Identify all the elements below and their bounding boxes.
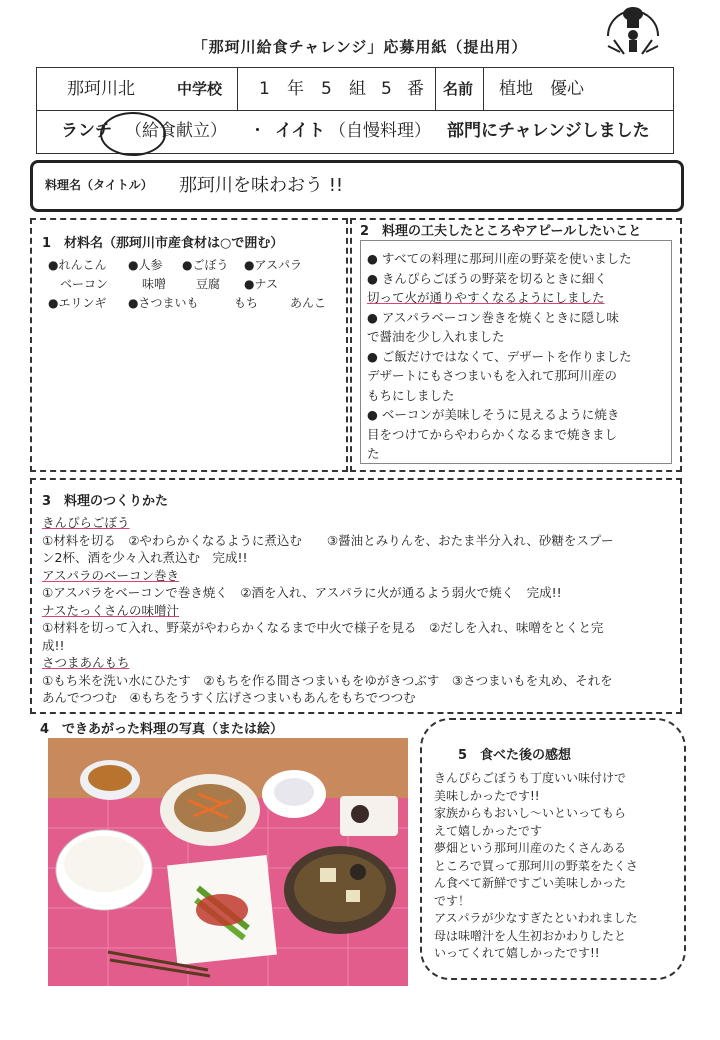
recipe-step: ン2杯、酒を少々入れ煮込む 完成!! — [42, 550, 248, 565]
ingredient-item: ●ナス — [244, 277, 279, 291]
recipe-dish-name: きんぴらごぼう — [42, 515, 130, 530]
meal-photo — [48, 738, 408, 986]
grade-unit: 年 — [287, 79, 304, 99]
school-name: 那珂川北 — [67, 79, 135, 99]
number-value: 5 — [381, 79, 392, 99]
ingredient-item: ●人参 — [128, 258, 163, 272]
school-type: 中学校 — [177, 80, 223, 98]
recipe-step: ①アスパラをベーコンで巻き焼く ②酒を入れ、アスパラに火が通るよう弱火で焼く 完成!! — [42, 585, 562, 600]
category-eat: イイト — [275, 121, 326, 141]
impression-line: えて嬉しかったです — [434, 823, 543, 838]
impression-line: 母は味噌汁を人生初おかわりしたと — [434, 928, 627, 943]
appeal-lines — [361, 241, 671, 464]
selected-category-circle — [100, 112, 166, 156]
ingredient-item: ●エリンギ — [48, 296, 107, 310]
recipe-step: あんでつつむ ④もちをうすく広げさつまいもあんをもちでつつむ — [42, 690, 416, 705]
impression-section — [420, 718, 686, 980]
ingredient-item: 味噌 — [142, 277, 167, 291]
student-info-row — [36, 67, 674, 111]
appeal-section — [350, 218, 682, 472]
impression-line: アスパラが少なすぎたといわれました — [434, 911, 638, 925]
recipe-heading: 3 料理のつくりかた — [42, 494, 169, 509]
name-label: 名前 — [443, 80, 474, 98]
category-lunch-sub: （給食献立） — [125, 121, 227, 141]
appeal-line: 目をつけてからやわらかくなるまで焼きまし — [367, 426, 618, 442]
dish-title-box — [30, 160, 684, 212]
impression-lines — [434, 770, 680, 963]
ingredient-item: ●れんこん — [48, 258, 107, 272]
impression-line: きんぴらごぼうも丁度いい味付けで — [434, 771, 627, 785]
form-title: 「那珂川給食チャレンジ」応募用紙（提出用） — [192, 38, 528, 56]
ingredient-item: あんこ — [290, 296, 327, 310]
appeal-line: ● アスパラベーコン巻きを焼くときに隠し味 — [367, 309, 619, 325]
recipe-step: ①材料を切って入れ、野菜がやわらかくなるまで中火で様子を見る ②だしを入れ、味噌をとくと完 — [42, 620, 604, 635]
recipe-step: 成!! — [42, 637, 65, 653]
category-lunch: ランチ — [61, 121, 112, 141]
recipe-step: ①材料を切る ②やわらかくなるように煮込む ③醤油とみりんを、おたま半分入れ、砂糖をスプー — [42, 532, 614, 548]
photo-heading: 4 できあがった料理の写真（または絵） — [40, 722, 284, 737]
category-dot: ・ — [249, 121, 266, 141]
number-unit: 番 — [407, 79, 424, 99]
impression-line: 夢畑という那珂川産のたくさんある — [434, 841, 627, 855]
ingredients-heading: 1 材料名（那珂川市産食材は○で囲む） — [42, 236, 284, 251]
ingredient-item: ●アスパラ — [244, 258, 303, 272]
impression-line: です！ — [434, 893, 471, 908]
class-unit: 組 — [349, 79, 366, 99]
recipe-step: ①もち米を洗い水にひたす ②もちを作る間さつまいもをゆがきつぶす ③さつまいもを丸め、それを — [42, 672, 613, 688]
ingredient-item: ●さつまいも — [128, 296, 199, 310]
appeal-heading: 2 料理の工夫したところやアピールしたいこと — [360, 224, 642, 239]
impression-line: 美味しかったです!! — [434, 788, 540, 803]
impression-line: ん食べて新鮮ですごい美味しかった — [434, 876, 627, 890]
impression-line: いってくれて嬉しかったです!! — [434, 946, 600, 960]
recipe-lines — [42, 514, 672, 707]
category-suffix: 部門にチャレンジしました — [447, 121, 650, 141]
ingredient-item: ベーコン — [60, 277, 109, 291]
class-value: 5 — [321, 79, 332, 99]
grade-value: 1 — [259, 79, 270, 99]
dish-title-label: 料理名（タイトル） — [45, 178, 153, 192]
appeal-line: デザートにもさつまいもを入れて那珂川産の — [367, 368, 618, 383]
appeal-text-area — [360, 240, 672, 464]
recipe-dish-name: アスパラのベーコン巻き — [42, 567, 180, 583]
appeal-line: で醤油を少し入れました — [367, 329, 505, 344]
student-name: 植地 優心 — [499, 79, 584, 99]
impression-heading: 5 食べた後の感想 — [458, 748, 572, 763]
impression-line: ところで買って那珂川の野菜をたくさ — [434, 858, 638, 873]
impression-line: 家族からもおいし～いといってもら — [434, 806, 627, 820]
ingredient-item: 豆腐 — [196, 277, 221, 291]
category-eat-sub: （自慢料理） — [329, 121, 431, 141]
appeal-line: 切って火が通りやすくなるようにしました — [367, 290, 605, 305]
ingredient-item: ●ごぼう — [182, 258, 229, 272]
appeal-line: た — [367, 446, 380, 461]
appeal-line: ● ご飯だけではなくて、デザートを作りました — [367, 348, 632, 364]
dish-title: 那珂川を味わおう !! — [179, 175, 344, 196]
appeal-line: ● すべての料理に那珂川産の野菜を使いました — [367, 251, 632, 266]
appeal-line: ● ベーコンが美味しそうに見えるように焼き — [367, 407, 620, 422]
recipe-section — [30, 478, 682, 714]
recipe-dish-name: さつまあんもち — [42, 655, 130, 670]
ingredient-item: もち — [234, 296, 259, 310]
recipe-dish-name: ナスたっくさんの味噌汁 — [42, 602, 180, 618]
appeal-line: ● きんぴらごぼうの野菜を切るときに細く — [367, 270, 607, 286]
chef-utensils-icon — [602, 2, 664, 58]
ingredients-section — [30, 218, 348, 472]
appeal-line: もちにしました — [367, 387, 455, 403]
